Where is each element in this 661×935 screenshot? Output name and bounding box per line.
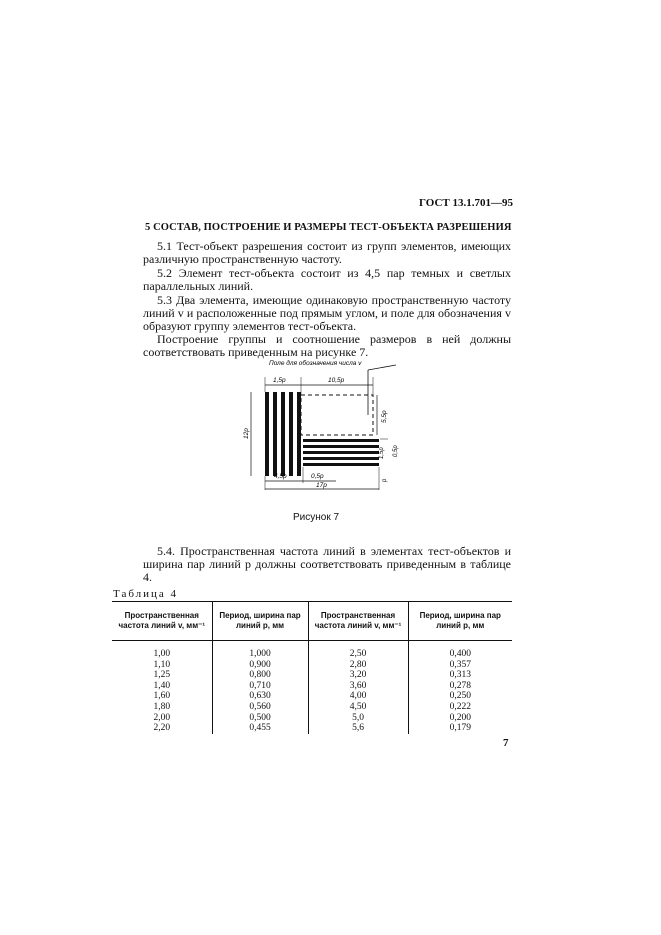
paragraph-construction: Построение группы и соотношение размеров в ней должны соответствовать приведенным на рисунке 7. <box>143 332 511 360</box>
horizontal-element <box>303 439 379 466</box>
paragraph-5-1: 5.1 Тест-объект разрешения состоит из групп элементов, имеющих различную пространственную частоту. <box>143 239 511 267</box>
table-cell: 1,40 <box>112 681 212 692</box>
table-cell: 1,00 <box>112 641 212 660</box>
page-header-code: ГОСТ 13.1.701—95 <box>419 197 513 209</box>
table-cell: 2,00 <box>112 713 212 724</box>
table-row <box>112 691 512 702</box>
table-cell: 0,900 <box>212 660 308 671</box>
table-cell: 0,278 <box>408 681 512 692</box>
table-cell: 2,50 <box>308 641 408 660</box>
section-title: 5 СОСТАВ, ПОСТРОЕНИЕ И РАЗМЕРЫ ТЕСТ-ОБЪЕКТА РАЗРЕШЕНИЯ <box>145 222 512 233</box>
designation-field <box>301 395 373 435</box>
dim-12p: 12p <box>243 428 250 439</box>
table-row <box>112 713 512 724</box>
dim-0-5p: 0,5p <box>311 473 324 480</box>
table-cell: 1,60 <box>112 691 212 702</box>
table-cell: 0,800 <box>212 670 308 681</box>
table-cell: 0,630 <box>212 691 308 702</box>
paragraph-5-4: 5.4. Пространственная частота линий в элементах тест-объектов и ширина пар линий p должны соответствовать приведенным в таблице 4. <box>143 544 511 585</box>
table-title: Таблица 4 <box>113 588 179 600</box>
table-cell: 5,0 <box>308 713 408 724</box>
table-cell: 0,222 <box>408 702 512 713</box>
table-cell: 2,20 <box>112 723 212 734</box>
table-row <box>112 723 512 734</box>
dim-10-5p: 10,5p <box>328 377 345 384</box>
table-cell: 0,250 <box>408 691 512 702</box>
table-cell: 3,60 <box>308 681 408 692</box>
figure-7-diagram <box>236 355 416 495</box>
table-cell: 1,000 <box>212 641 308 660</box>
paragraph-5-3: 5.3 Два элемента, имеющие одинаковую пространственную частоту линий v и расположенные под прямым углом, и поле для обозначения v образуют группу элементов тест-объекта. <box>143 293 511 334</box>
field-designation-label: Поле для обозначения числа v <box>269 360 362 367</box>
table-4 <box>112 601 512 734</box>
table-cell: 0,455 <box>212 723 308 734</box>
table-cell: 0,179 <box>408 723 512 734</box>
paragraph-5-2: 5.2 Элемент тест-объекта состоит из 4,5 пар темных и светлых параллельных линий. <box>143 266 511 294</box>
dim-0-5p-vertical: 0,5p <box>393 445 399 457</box>
dim-5-5p: 5,5p <box>381 410 388 423</box>
dim-4-5p: 4,5p <box>274 473 287 480</box>
table-cell: 3,20 <box>308 670 408 681</box>
dim-p-vertical: p <box>382 478 388 482</box>
table-cell: 0,313 <box>408 670 512 681</box>
dim-1-5p-vertical: 1,5p <box>379 447 385 459</box>
table-row <box>112 702 512 713</box>
table-cell: 2,80 <box>308 660 408 671</box>
table-row <box>112 660 512 671</box>
table-header-row <box>112 602 512 641</box>
table-cell: 4,00 <box>308 691 408 702</box>
table-cell: 0,500 <box>212 713 308 724</box>
table-cell: 1,25 <box>112 670 212 681</box>
table-row <box>112 670 512 681</box>
dim-17p: 17p <box>316 482 327 489</box>
figure-caption: Рисунок 7 <box>293 512 340 523</box>
table-cell: 1,80 <box>112 702 212 713</box>
table-cell: 0,200 <box>408 713 512 724</box>
table-cell: 0,560 <box>212 702 308 713</box>
table-header-cell: Период, ширина пар линий p, мм <box>408 602 512 641</box>
table-cell: 1,10 <box>112 660 212 671</box>
page-number: 7 <box>503 737 509 749</box>
table-header-cell: Период, ширина пар линий p, мм <box>212 602 308 641</box>
table-cell: 0,710 <box>212 681 308 692</box>
table-cell: 0,357 <box>408 660 512 671</box>
table-header-cell: Пространственная частота линий v, мм⁻¹ <box>308 602 408 641</box>
vertical-element <box>265 392 301 476</box>
table-row <box>112 641 512 660</box>
table-cell: 5,6 <box>308 723 408 734</box>
table-row <box>112 681 512 692</box>
table-cell: 0,400 <box>408 641 512 660</box>
dim-1-5p: 1,5p <box>273 377 286 384</box>
table-header-cell: Пространственная частота линий v, мм⁻¹ <box>112 602 212 641</box>
table-cell: 4,50 <box>308 702 408 713</box>
